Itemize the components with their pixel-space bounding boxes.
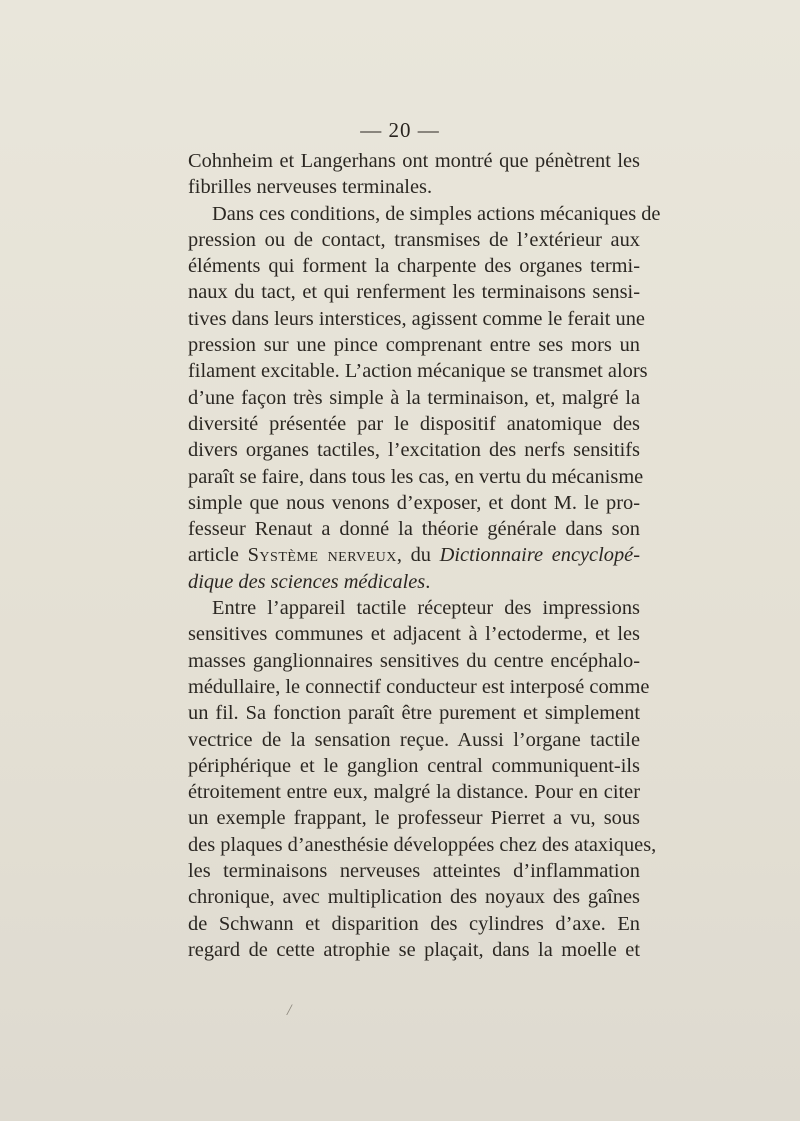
body-text — [188, 148, 661, 963]
citation-smallcaps: Système nerveux — [247, 544, 397, 567]
text-line-citation-2 — [188, 569, 640, 595]
text-line: de Schwann et disparition des cylindres d’axe. En — [188, 912, 640, 935]
text-line: les terminaisons nerveuses atteintes d’inflammation — [188, 860, 640, 883]
text-line: éléments qui forment la charpente des organes termi- — [188, 255, 640, 278]
text-line: masses ganglionnaires sensitives du centre encéphalo- — [188, 649, 640, 672]
paragraph-2 — [188, 595, 657, 963]
text-line: étroitement entre eux, malgré la distance. Pour en citer — [188, 781, 640, 804]
text-line: fibrilles nerveuses terminales. — [188, 176, 433, 199]
citation-suffix: . — [425, 570, 431, 593]
citation-prefix: article — [188, 544, 248, 567]
text-line: fesseur Renaut a donné la théorie générale dans son — [188, 518, 640, 541]
text-line-citation — [188, 542, 640, 568]
text-line: vectrice de la sensation reçue. Aussi l’organe tactile — [188, 728, 640, 751]
text-line: des plaques d’anesthésie développées chez des ataxiques, — [188, 833, 657, 856]
text-line: simple que nous venons d’exposer, et dont M. le pro- — [188, 491, 640, 514]
citation-middle: , du — [396, 544, 440, 567]
citation-italic-2: dique des sciences médicales — [188, 570, 426, 593]
text-line: périphérique et le ganglion central communiquent-ils — [188, 754, 640, 777]
text-line: diversité présentée par le dispositif anatomique des — [188, 412, 640, 435]
stray-mark: / — [287, 1002, 292, 1019]
text-line: d’une façon très simple à la terminaison, et, malgré la — [188, 386, 640, 409]
text-line: chronique, avec multiplication des noyaux des gaînes — [188, 886, 640, 909]
text-line: pression ou de contact, transmises de l’extérieur aux — [188, 228, 640, 251]
paragraph-1 — [188, 148, 661, 542]
text-line: Entre l’appareil tactile récepteur des impressions — [212, 597, 640, 620]
text-line: sensitives communes et adjacent à l’ectoderme, et les — [188, 623, 640, 646]
text-line: naux du tact, et qui renferment les terminaisons sensi- — [188, 281, 640, 304]
text-line: un exemple frappant, le professeur Pierret a vu, sous — [188, 807, 640, 830]
text-line: tives dans leurs interstices, agissent comme le ferait une — [188, 307, 645, 330]
text-line: Dans ces conditions, de simples actions mécaniques de — [212, 202, 661, 225]
text-line: paraît se faire, dans tous les cas, en vertu du mécanisme — [188, 465, 644, 488]
text-line: pression sur une pince comprenant entre ses mors un — [188, 334, 640, 357]
citation-italic: Dictionnaire encyclopé- — [439, 544, 641, 567]
text-line: un fil. Sa fonction paraît être purement et simplement — [188, 702, 640, 725]
text-line: regard de cette atrophie se plaçait, dans la moelle et — [188, 938, 640, 961]
page-number: — 20 — — [360, 118, 440, 142]
text-line: Cohnheim et Langerhans ont montré que pénètrent les — [188, 150, 640, 172]
text-line: divers organes tactiles, l’excitation des nerfs sensitifs — [188, 439, 640, 462]
text-line: médullaire, le connectif conducteur est interposé comme — [188, 675, 650, 698]
text-line: filament excitable. L’action mécanique se transmet alors — [188, 360, 648, 383]
